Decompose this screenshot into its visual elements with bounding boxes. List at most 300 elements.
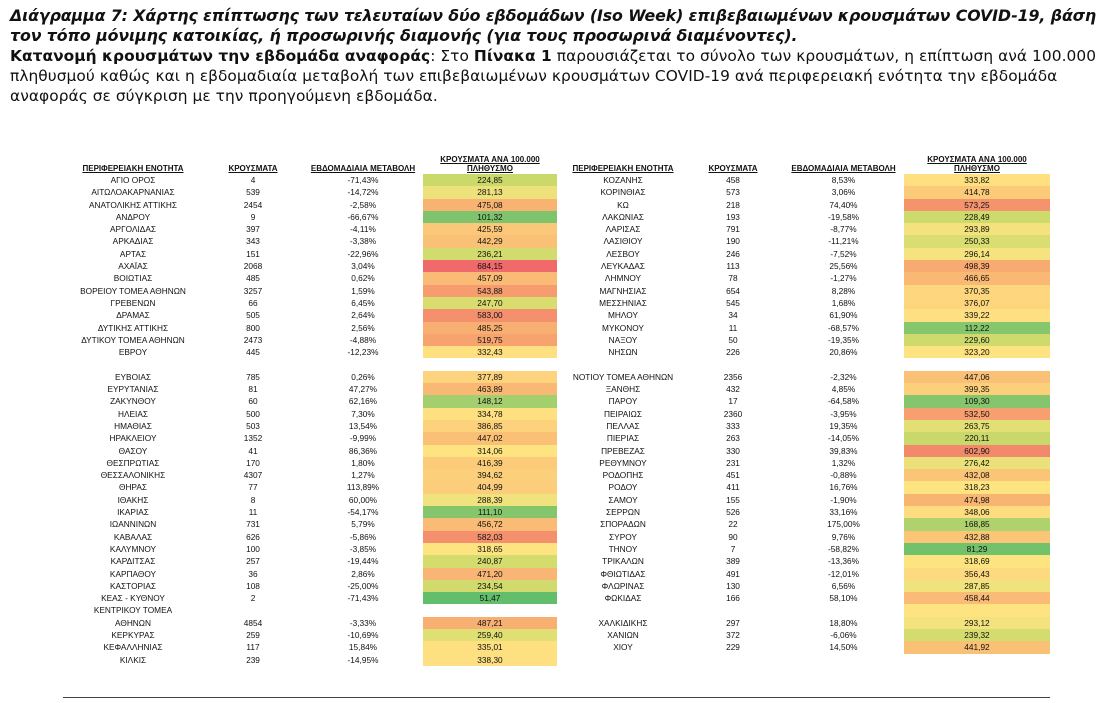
rate-cell: 339,22 <box>904 309 1050 321</box>
region-cell: ΚΟΖΑΝΗΣ <box>603 175 643 185</box>
region-cell <box>563 604 683 616</box>
change-cell: 19,35% <box>829 420 858 431</box>
rate-cell <box>423 604 557 616</box>
change-cell: -13,36% <box>828 556 859 567</box>
cases-cell: 397 <box>246 224 260 235</box>
region-cell <box>563 358 683 370</box>
rate-cell: 250,33 <box>904 235 1050 247</box>
rate-cell: 334,78 <box>423 408 557 420</box>
cases-cell: 411 <box>726 482 740 493</box>
region-cell: ΜΥΚΟΝΟΥ <box>602 322 644 333</box>
region-cell: ΚΕΡΚΥΡΑΣ <box>111 629 155 640</box>
cases-cell: 372 <box>726 629 740 640</box>
cases-cell: 263 <box>726 433 740 444</box>
right-header-row <box>563 152 1050 174</box>
cases-cell: 81 <box>248 384 258 395</box>
cases-cell: 505 <box>246 310 260 321</box>
change-cell: 0,62% <box>351 273 375 284</box>
rate-cell: 109,30 <box>904 395 1050 407</box>
rate-cell: 582,03 <box>423 531 557 543</box>
cases-cell: 108 <box>246 580 260 591</box>
cases-cell: 229 <box>726 642 740 653</box>
rate-cell: 314,06 <box>423 445 557 457</box>
rate-cell: 573,25 <box>904 199 1050 211</box>
cases-cell: 7 <box>730 543 736 554</box>
change-cell: 4,85% <box>831 384 856 395</box>
region-cell: ΦΩΚΙΔΑΣ <box>604 593 642 604</box>
change-cell: -71,43% <box>347 593 379 604</box>
change-cell: -3,33% <box>349 617 377 628</box>
table-right-half <box>563 152 1050 666</box>
table-row <box>63 309 557 321</box>
rate-cell: 463,89 <box>423 383 557 395</box>
col-region-header: ΠΕΡΙΦΕΡΕΙΑΚΗ ΕΝΟΤΗΤΑ <box>572 164 674 173</box>
table-row <box>563 223 1050 235</box>
region-cell: ΡΟΔΟΠΗΣ <box>602 470 644 481</box>
rate-cell: 240,87 <box>423 555 557 567</box>
change-cell: 15,84% <box>348 642 378 653</box>
table-row <box>63 223 557 235</box>
region-cell: ΤΗΝΟΥ <box>608 543 638 554</box>
col-rate-header: ΚΡΟΥΣΜΑΤΑ ΑΝΑ 100.000 ΠΛΗΘΥΣΜΟ <box>440 155 540 173</box>
table-row <box>563 617 1050 629</box>
rate-cell: 228,49 <box>904 211 1050 223</box>
table-row <box>63 543 557 555</box>
rate-cell: 447,06 <box>904 371 1050 383</box>
cases-cell: 155 <box>726 494 740 505</box>
table-row <box>563 346 1050 358</box>
table-row <box>563 186 1050 198</box>
rate-cell: 447,02 <box>423 432 557 444</box>
rate-cell <box>904 604 1050 616</box>
cases-cell: 503 <box>246 420 260 431</box>
table-row <box>63 297 557 309</box>
cases-cell: 526 <box>726 507 740 518</box>
cases-cell: 11 <box>248 507 258 518</box>
rate-cell: 602,90 <box>904 445 1050 457</box>
cases-cell: 500 <box>246 408 260 419</box>
region-cell: ΠΕΛΛΑΣ <box>606 420 640 431</box>
region-cell: ΝΑΞΟΥ <box>608 334 638 345</box>
change-cell: -2,58% <box>349 199 377 210</box>
table-left-half <box>63 152 557 666</box>
rate-cell: 101,32 <box>423 211 557 223</box>
cases-cell: 791 <box>726 224 740 235</box>
change-cell: -2,32% <box>830 371 857 382</box>
change-cell: -11,21% <box>828 236 859 247</box>
rate-cell: 51,47 <box>423 592 557 604</box>
change-cell: -3,85% <box>349 543 377 554</box>
table-row <box>563 641 1050 653</box>
cases-cell: 3257 <box>243 285 263 296</box>
cases-cell <box>683 654 783 666</box>
rate-cell: 377,89 <box>423 371 557 383</box>
cases-cell: 2360 <box>723 408 743 419</box>
cases-cell: 4 <box>250 175 256 185</box>
change-cell: 5,79% <box>351 519 375 530</box>
rate-cell: 442,29 <box>423 235 557 247</box>
cases-cell: 432 <box>726 384 740 395</box>
table-row <box>63 641 557 653</box>
cases-cell: 34 <box>728 310 738 321</box>
table-row <box>563 506 1050 518</box>
change-cell <box>783 604 904 616</box>
change-cell: -14,05% <box>828 433 859 444</box>
cases-cell: 151 <box>246 248 260 259</box>
rate-cell: 239,32 <box>904 629 1050 641</box>
rate-cell: 323,20 <box>904 346 1050 358</box>
table-row <box>63 568 557 580</box>
cases-cell: 458 <box>726 175 740 185</box>
region-cell: ΝΟΤΙΟΥ ΤΟΜΕΑ ΑΘΗΝΩΝ <box>572 371 674 382</box>
change-cell: 14,50% <box>829 642 858 653</box>
rate-cell: 287,85 <box>904 580 1050 592</box>
change-cell: -58,82% <box>828 543 859 554</box>
cases-cell: 2068 <box>243 261 263 272</box>
change-cell: -22,96% <box>347 248 379 259</box>
region-cell: ΛΑΣΙΘΙΟΥ <box>603 236 643 247</box>
cases-cell: 259 <box>246 629 260 640</box>
rate-cell: 519,75 <box>423 334 557 346</box>
region-cell: ΚΑΣΤΟΡΙΑΣ <box>109 580 157 591</box>
table-row <box>563 629 1050 641</box>
right-table-body <box>563 174 1050 666</box>
table-row <box>563 248 1050 260</box>
rate-cell <box>904 358 1050 370</box>
rate-cell: 276,42 <box>904 457 1050 469</box>
change-cell: 62,16% <box>348 396 378 407</box>
region-cell: ΙΚΑΡΙΑΣ <box>117 507 149 518</box>
cases-cell: 257 <box>246 556 260 567</box>
cases-cell: 50 <box>728 334 738 345</box>
change-cell <box>783 654 904 666</box>
cases-cell: 539 <box>246 187 260 198</box>
rate-cell: 404,99 <box>423 481 557 493</box>
rate-cell: 281,13 <box>423 186 557 198</box>
cases-cell: 297 <box>726 617 740 628</box>
change-cell: 61,90% <box>829 310 858 321</box>
rate-cell: 458,44 <box>904 592 1050 604</box>
rate-cell: 356,43 <box>904 568 1050 580</box>
cases-cell: 333 <box>726 420 740 431</box>
region-cell: ΑΝΔΡΟΥ <box>115 211 151 222</box>
region-cell: ΛΗΜΝΟΥ <box>604 273 642 284</box>
cases-cell: 22 <box>728 519 738 530</box>
cases-cell: 17 <box>728 396 738 407</box>
rate-cell: 288,39 <box>423 494 557 506</box>
cases-cell: 4307 <box>243 470 263 481</box>
change-cell <box>303 604 423 616</box>
rate-cell: 296,14 <box>904 248 1050 260</box>
table-row <box>63 371 557 383</box>
table-row <box>563 309 1050 321</box>
table-row <box>63 199 557 211</box>
region-cell: ΚΟΡΙΝΘΙΑΣ <box>600 187 646 198</box>
region-cell: ΔΥΤΙΚΟΥ ΤΟΜΕΑ ΑΘΗΝΩΝ <box>81 334 185 345</box>
table-row <box>563 285 1050 297</box>
rate-cell: 416,39 <box>423 457 557 469</box>
rate-cell: 335,01 <box>423 641 557 653</box>
region-cell: ΕΥΒΟΙΑΣ <box>114 371 152 382</box>
table-row <box>563 211 1050 223</box>
rate-cell: 220,11 <box>904 432 1050 444</box>
change-cell: 1,27% <box>351 470 375 481</box>
table-row <box>563 334 1050 346</box>
region-cell: ΜΗΛΟΥ <box>608 310 638 321</box>
change-cell: 0,26% <box>351 371 375 382</box>
region-cell: ΦΘΙΩΤΙΔΑΣ <box>600 568 646 579</box>
region-cell: ΑΡΓΟΛΙΔΑΣ <box>110 224 156 235</box>
region-cell: ΛΑΚΩΝΙΑΣ <box>602 211 644 222</box>
change-cell: 39,83% <box>829 445 858 456</box>
region-cell: ΣΑΜΟΥ <box>608 494 638 505</box>
table-row <box>563 654 1050 666</box>
table-row <box>63 617 557 629</box>
figure-caption: Χάρτης επίπτωσης των τελευταίων δύο εβδομάδων (Iso Week) επιβεβαιωμένων κρουσμάτων COVID-19, βάση τον τόπο μόνιμης κατοικίας, ή προσωρινής διαμονής (για τους προσωρινά διαμένοντες). <box>10 6 1097 45</box>
region-cell: ΠΕΙΡΑΙΩΣ <box>604 408 642 419</box>
rate-cell: 466,65 <box>904 272 1050 284</box>
change-cell: 58,10% <box>829 593 858 604</box>
table-row <box>63 260 557 272</box>
region-cell: ΛΕΣΒΟΥ <box>606 248 640 259</box>
region-cell: ΠΙΕΡΙΑΣ <box>606 433 640 444</box>
region-cell: ΘΑΣΟΥ <box>118 445 148 456</box>
table-row <box>563 568 1050 580</box>
col-cases-header: ΚΡΟΥΣΜΑΤΑ <box>708 164 758 173</box>
table-row <box>63 592 557 604</box>
cases-cell: 90 <box>728 531 738 542</box>
table-row <box>563 543 1050 555</box>
change-cell: 1,68% <box>831 297 856 308</box>
table-row <box>63 248 557 260</box>
left-table <box>63 152 557 666</box>
change-cell: 6,45% <box>351 297 375 308</box>
cases-cell: 491 <box>726 568 740 579</box>
table-row <box>63 506 557 518</box>
change-cell: 74,40% <box>829 199 858 210</box>
rate-cell: 475,08 <box>423 199 557 211</box>
rate-cell: 148,12 <box>423 395 557 407</box>
region-cell: ΙΘΑΚΗΣ <box>117 494 149 505</box>
table-row <box>563 518 1050 530</box>
change-cell: -4,88% <box>349 334 377 345</box>
table-row <box>563 580 1050 592</box>
cases-cell: 66 <box>248 297 258 308</box>
region-cell: ΚΑΒΑΛΑΣ <box>113 531 153 542</box>
rate-cell: 338,30 <box>423 654 557 666</box>
region-cell: ΑΝΑΤΟΛΙΚΗΣ ΑΤΤΙΚΗΣ <box>88 199 178 210</box>
change-cell: -8,77% <box>830 224 857 235</box>
col-change-header: ΕΒΔΟΜΑΔΙΑΙΑ ΜΕΤΑΒΟΛΗ <box>310 164 416 173</box>
intro-text-2: παρουσιάζεται το σύνολο των κρουσμάτων, η επίπτωση ανά 100.000 πληθυσμού καθώς και η εβδομαδιαία μεταβολή των επιβεβαιωμένων κρουσμάτων COVID-19 ανά περιφερειακή ενότητα την εβδομάδα αναφοράς σε σύγκριση με την προηγούμενη εβδομάδα. <box>10 47 1097 105</box>
change-cell: 2,64% <box>351 310 375 321</box>
region-cell: ΖΑΚΥΝΘΟΥ <box>110 396 156 407</box>
intro-text-1: : Στο <box>430 47 474 65</box>
table-row <box>563 494 1050 506</box>
cases-cell: 100 <box>246 543 260 554</box>
cases-cell: 4854 <box>243 617 263 628</box>
change-cell: 7,30% <box>351 408 375 419</box>
region-cell: ΞΑΝΘΗΣ <box>605 384 641 395</box>
change-cell: -0,88% <box>830 470 857 481</box>
change-cell: 3,04% <box>351 261 375 272</box>
rate-cell: 263,75 <box>904 420 1050 432</box>
region-cell: ΚΩ <box>617 199 629 210</box>
table-row <box>63 383 557 395</box>
cases-cell: 2473 <box>243 334 263 345</box>
rate-cell: 318,65 <box>423 543 557 555</box>
change-cell <box>783 358 904 370</box>
rate-cell <box>423 358 557 370</box>
region-cell: ΜΑΓΝΗΣΙΑΣ <box>599 285 647 296</box>
rate-cell: 234,54 <box>423 580 557 592</box>
region-cell: ΗΜΑΘΙΑΣ <box>114 420 152 431</box>
table-row <box>563 457 1050 469</box>
change-cell: 175,00% <box>827 519 860 530</box>
table-row <box>563 235 1050 247</box>
region-cell: ΚΙΛΚΙΣ <box>119 654 147 665</box>
change-cell: -54,17% <box>347 507 379 518</box>
table-row <box>563 174 1050 186</box>
change-cell <box>303 358 423 370</box>
region-cell: ΔΡΑΜΑΣ <box>116 310 150 321</box>
rate-cell: 487,21 <box>423 617 557 629</box>
rate-cell: 332,43 <box>423 346 557 358</box>
change-cell: -19,44% <box>347 556 379 567</box>
table-bottom-rule <box>63 697 1050 698</box>
rate-cell: 318,23 <box>904 481 1050 493</box>
table-row <box>63 469 557 481</box>
change-cell: -12,23% <box>347 347 379 358</box>
region-cell <box>563 654 683 666</box>
rate-cell: 81,29 <box>904 543 1050 555</box>
cases-cell: 77 <box>248 482 258 493</box>
table-row <box>63 531 557 543</box>
table-row <box>63 518 557 530</box>
cases-cell: 190 <box>726 236 740 247</box>
region-cell: ΠΡΕΒΕΖΑΣ <box>601 445 645 456</box>
table-row <box>563 432 1050 444</box>
cases-cell: 2 <box>250 593 256 604</box>
change-cell: 8,53% <box>831 175 856 185</box>
table-row <box>63 481 557 493</box>
change-cell: -64,58% <box>828 396 859 407</box>
change-cell: 1,80% <box>351 457 375 468</box>
rate-cell: 474,98 <box>904 494 1050 506</box>
cases-cell: 218 <box>726 199 740 210</box>
table-row <box>563 371 1050 383</box>
change-cell: 60,00% <box>348 494 378 505</box>
cases-cell: 545 <box>726 297 740 308</box>
left-table-body <box>63 174 557 666</box>
region-cell: ΜΕΣΣΗΝΙΑΣ <box>599 297 647 308</box>
rate-cell: 111,10 <box>423 506 557 518</box>
change-cell: 8,28% <box>831 285 856 296</box>
change-cell: -1,90% <box>830 494 857 505</box>
cases-cell: 626 <box>246 531 260 542</box>
change-cell: 47,27% <box>348 384 378 395</box>
cases-cell <box>203 604 303 616</box>
col-cases-header: ΚΡΟΥΣΜΑΤΑ <box>228 164 278 173</box>
table-row <box>563 383 1050 395</box>
change-cell: -1,27% <box>830 273 857 284</box>
col-change-header: ΕΒΔΟΜΑΔΙΑΙΑ ΜΕΤΑΒΟΛΗ <box>791 164 896 173</box>
rate-cell: 543,88 <box>423 285 557 297</box>
cases-cell: 60 <box>248 396 258 407</box>
region-cell: ΧΑΛΚΙΔΙΚΗΣ <box>598 617 648 628</box>
figure-title <box>10 6 1110 46</box>
region-cell: ΔΥΤΙΚΗΣ ΑΤΤΙΚΗΣ <box>97 322 169 333</box>
rate-cell: 441,92 <box>904 641 1050 653</box>
table-row <box>63 457 557 469</box>
table-row <box>563 297 1050 309</box>
cases-cell: 445 <box>246 347 260 358</box>
rate-cell: 247,70 <box>423 297 557 309</box>
table-row <box>563 322 1050 334</box>
change-cell: -10,69% <box>347 629 379 640</box>
region-cell: ΣΠΟΡΑΔΩΝ <box>600 519 646 530</box>
table-row <box>63 580 557 592</box>
change-cell: -9,99% <box>349 433 377 444</box>
change-cell: -7,52% <box>830 248 857 259</box>
table-row <box>63 494 557 506</box>
cases-cell: 226 <box>726 347 740 358</box>
region-cell: ΕΥΡΥΤΑΝΙΑΣ <box>107 384 159 395</box>
table-row <box>63 186 557 198</box>
cases-cell: 9 <box>250 211 256 222</box>
cases-cell: 130 <box>726 580 740 591</box>
rate-cell: 457,09 <box>423 272 557 284</box>
intro-heading: Κατανομή κρουσμάτων την εβδομάδα αναφοράς <box>10 47 431 65</box>
region-cell: ΙΩΑΝΝΙΝΩΝ <box>109 519 157 530</box>
table-row <box>563 408 1050 420</box>
rate-cell: 259,40 <box>423 629 557 641</box>
change-cell: -68,57% <box>828 322 859 333</box>
table-row <box>563 260 1050 272</box>
rate-cell: 293,12 <box>904 617 1050 629</box>
cases-cell: 36 <box>248 568 258 579</box>
region-cell: ΑΧΑΪΑΣ <box>118 261 148 272</box>
rate-cell: 394,62 <box>423 469 557 481</box>
change-cell: 1,32% <box>831 457 856 468</box>
cases-cell: 451 <box>726 470 740 481</box>
intro-paragraph <box>10 46 1110 106</box>
table-row <box>563 199 1050 211</box>
table-row <box>63 432 557 444</box>
rate-cell: 432,08 <box>904 469 1050 481</box>
cases-cell: 166 <box>726 593 740 604</box>
rate-cell: 293,89 <box>904 223 1050 235</box>
change-cell: 16,76% <box>829 482 858 493</box>
rate-cell: 370,35 <box>904 285 1050 297</box>
change-cell: 33,16% <box>829 507 858 518</box>
cases-cell: 41 <box>248 445 258 456</box>
table-row <box>63 334 557 346</box>
region-cell: ΠΑΡΟΥ <box>608 396 638 407</box>
region-cell: ΑΡΤΑΣ <box>119 248 147 259</box>
table-row <box>563 445 1050 457</box>
rate-cell: 229,60 <box>904 334 1050 346</box>
region-cell: ΝΗΣΩΝ <box>608 347 638 358</box>
region-cell: ΕΒΡΟΥ <box>118 347 148 358</box>
rate-cell: 236,21 <box>423 248 557 260</box>
table-reference: Πίνακα 1 <box>473 47 552 65</box>
table-row <box>63 654 557 666</box>
cases-cell: 2454 <box>243 199 263 210</box>
rate-cell <box>904 654 1050 666</box>
region-cell: ΡΟΔΟΥ <box>608 482 638 493</box>
change-cell: 13,54% <box>348 420 378 431</box>
